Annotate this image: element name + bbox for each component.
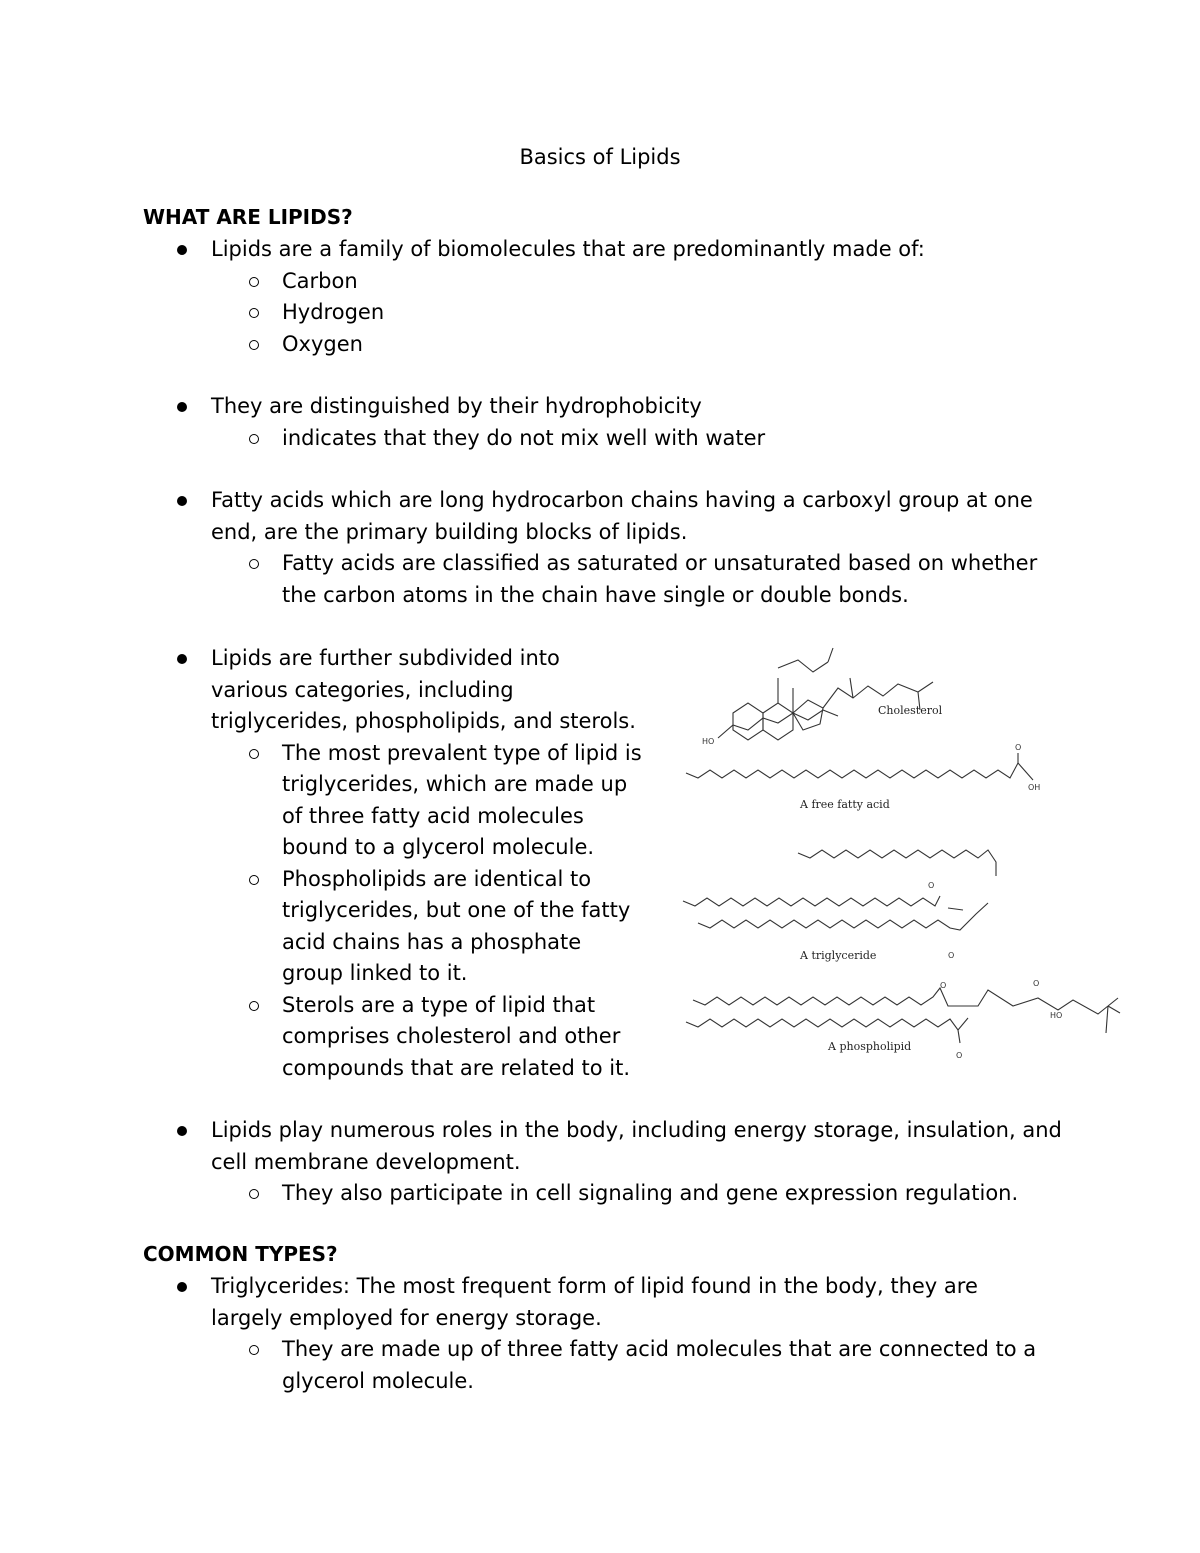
bullet-block-categories: [172, 643, 642, 1084]
svg-text:HO: HO: [702, 737, 715, 746]
bullet-block-composition: [172, 234, 1072, 360]
list-item: The most prevalent type of lipid is triglycerides, which are made up of three fatty acid molecules bound to a glycerol molecule.: [211, 738, 642, 864]
bullet-icon: [177, 245, 187, 255]
page-title: Basics of Lipids: [519, 145, 681, 169]
bullet-block-triglycerides: [172, 1271, 1052, 1397]
list-item: Sterols are a type of lipid that comprises cholesterol and other compounds that are related to it.: [211, 990, 642, 1085]
cholesterol-label: Cholesterol: [878, 704, 943, 717]
bullet-icon: [177, 1126, 187, 1136]
circle-bullet-icon: [249, 434, 259, 444]
svg-text:O: O: [956, 1051, 963, 1060]
section-heading-common-types: COMMON TYPES?: [143, 1242, 338, 1266]
svg-text:OH: OH: [1028, 783, 1041, 792]
circle-bullet-icon: [249, 1345, 259, 1355]
fatty-acid-structure: [686, 763, 1018, 778]
svg-text:O: O: [940, 981, 947, 990]
list-item: They are distinguished by their hydrophobicity: [172, 391, 1072, 423]
bullet-block-roles: [172, 1115, 1072, 1210]
list-item: Fatty acids which are long hydrocarbon chains having a carboxyl group at one end, are the primary building blocks of lipids.: [172, 485, 1052, 548]
list-item: Phospholipids are identical to triglycerides, but one of the fatty acid chains has a phosphate group linked to it.: [211, 864, 642, 990]
circle-bullet-icon: [249, 1001, 259, 1011]
list-item: Hydrogen: [211, 297, 1072, 329]
svg-text:O: O: [1033, 979, 1040, 988]
circle-bullet-icon: [249, 875, 259, 885]
bullet-block-fatty-acids: [172, 485, 1052, 611]
svg-text:HO: HO: [1050, 1011, 1063, 1020]
list-item: Carbon: [211, 266, 1072, 298]
bullet-icon: [177, 496, 187, 506]
bullet-icon: [177, 1282, 187, 1292]
triglyceride-structure: [798, 850, 996, 876]
phospholipid-structure: [693, 988, 1108, 1014]
list-item: They are made up of three fatty acid molecules that are connected to a glycerol molecule.: [211, 1334, 1052, 1397]
list-item: Fatty acids are classified as saturated or unsaturated based on whether the carbon atoms in the chain have single or double bonds.: [211, 548, 1052, 611]
fatty-acid-label: A free fatty acid: [800, 798, 890, 811]
circle-bullet-icon: [249, 340, 259, 350]
list-item: Triglycerides: The most frequent form of lipid found in the body, they are largely employed for energy storage.: [172, 1271, 1052, 1334]
circle-bullet-icon: [249, 1189, 259, 1199]
lipid-structures-figure: [678, 618, 1128, 1068]
list-item: Lipids are further subdivided into various categories, including triglycerides, phospholipids, and sterols.: [172, 643, 642, 738]
list-item: Lipids play numerous roles in the body, including energy storage, insulation, and cell membrane development.: [172, 1115, 1072, 1178]
list-item: Oxygen: [211, 329, 1072, 361]
svg-text:O: O: [1015, 743, 1022, 752]
list-item: They also participate in cell signaling and gene expression regulation.: [211, 1178, 1072, 1210]
list-item: indicates that they do not mix well with water: [211, 423, 1072, 455]
bullet-block-hydrophobicity: [172, 391, 1072, 454]
svg-text:O: O: [928, 881, 935, 890]
list-item: Lipids are a family of biomolecules that are predominantly made of:: [172, 234, 1072, 266]
svg-text:O: O: [948, 951, 955, 960]
circle-bullet-icon: [249, 559, 259, 569]
circle-bullet-icon: [249, 308, 259, 318]
triglyceride-label: A triglyceride: [800, 949, 877, 962]
lipid-structures-diagram: [678, 618, 1128, 1068]
phospholipid-label: A phospholipid: [828, 1040, 912, 1053]
circle-bullet-icon: [249, 277, 259, 287]
section-heading-what-are-lipids: WHAT ARE LIPIDS?: [143, 205, 353, 229]
bullet-icon: [177, 654, 187, 664]
bullet-icon: [177, 402, 187, 412]
circle-bullet-icon: [249, 749, 259, 759]
